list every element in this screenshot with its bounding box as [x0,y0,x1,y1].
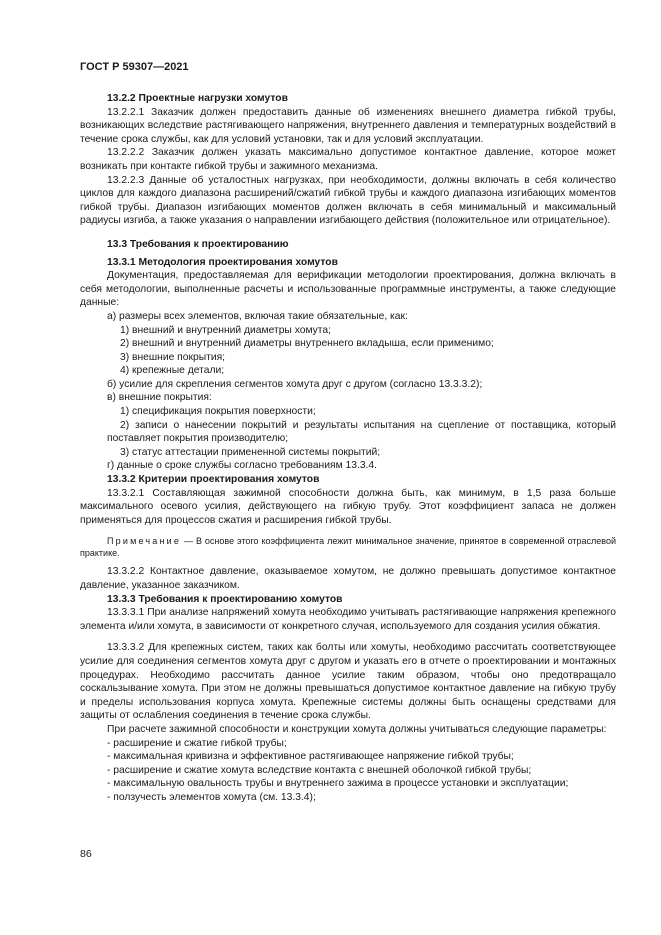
section-heading-13-3: 13.3 Требования к проектированию [107,238,289,250]
paragraph-13-3-3-1: 13.3.3.1 При анализе напряжений хомута необходимо учитывать растягивающие напряжения крепежного элемента и/или хомута, в зависимости от конкретного случая, используемого для создания усилия обжатия. [80,607,616,632]
list-item-g: г) данные о сроке службы согласно требованиям 13.3.4. [107,460,378,472]
list-item-v: в) внешние покрытия: [107,392,212,404]
paragraph-13-2-2-2: 13.2.2.2 Заказчик должен указать максимально допустимое контактное давление, которое может возникать при контакте гибкой трубы и зажимного механизма. [80,147,616,172]
paragraph-13-3-2-2: 13.3.2.2 Контактное давление, оказываемое хомутом, не должно превышать допустимое контактное давление, указанное заказчиком. [80,566,616,591]
heading-13-3-1: 13.3.1 Методология проектирования хомутов [107,256,338,268]
heading-13-3-2: 13.3.2 Критерии проектирования хомутов [107,474,320,486]
dash-item-2: - максимальная кривизна и эффективное растягивающее напряжение гибкой трубы; [107,751,514,763]
list-item-a-2: 2) внешний и внутренний диаметры внутреннего вкладыша, если применимо; [120,338,494,350]
paragraph-documentation: Документация, предоставляемая для верификации методологии проектирования, должна включать в себя методологии, выполненные расчеты и использованные программные инструменты, а также следующие данные: [80,270,616,309]
dash-item-4: - максимальную овальность трубы и внутреннего зажима в процессе установки и эксплуатации; [107,778,569,790]
list-item-v-1: 1) спецификация покрытия поверхности; [120,406,316,418]
page-header: ГОСТ Р 59307—2021 [80,61,189,73]
paragraph-13-3-3-2: 13.3.3.2 Для крепежных систем, таких как болты или хомуты, необходимо рассчитать соответствующее усилие для соединения сегментов хомута друг с другом и указать его в отчете о проектировании и монтажных процедурах. Необходимо рассчитать данное усилие таким образом, чтобы оно предотвращало соскальзывание хомута. При этом не должны превышаться допустимое контактное давление на гибкую трубу и пределы использования корпуса хомута. Крепежные системы должны быть оснащены средствами для защиты от ослабления соединения в течение срока службы. [80,642,616,722]
page-number: 86 [80,848,92,860]
note [80,535,616,559]
document-body [80,92,616,805]
dash-item-3: - расширение и сжатие хомута вследствие контакта с внешней оболочкой гибкой трубы; [107,764,532,776]
list-item-a: а) размеры всех элементов, включая такие обязательные, как: [107,310,408,322]
paragraph-13-3-2-1: 13.3.2.1 Составляющая зажимной способности должна быть, как минимум, в 1,5 раза больше максимального осевого усилия, действующего на гибкую трубу. Этот коэффициент запаса не должен применяться для процессов сжатия и расширения гибкой трубы. [80,487,616,526]
list-item-a-4: 4) крепежные детали; [120,365,225,377]
dash-item-5: - ползучесть элементов хомута (см. 13.3.4); [107,791,316,803]
list-item-a-1: 1) внешний и внутренний диаметры хомута; [120,324,331,336]
heading-13-3-3: 13.3.3 Требования к проектированию хомутов [107,593,343,605]
list-item-b: б) усилие для скрепления сегментов хомута друг с другом (согласно 13.3.3.2); [107,378,483,390]
list-item-v-3: 3) статус аттестации примененной системы покрытий; [120,446,381,458]
paragraph-13-2-2-3: 13.2.2.3 Данные об усталостных нагрузках, при необходимости, должны включать в себя количество циклов для каждого диапазона расширений/сжатий гибкой трубы и каждого диапазона изгибающих моментов гибкой трубы. Диапазон изгибающих моментов должен включать в себя минимальный и максимальный радиусы изгиба, а также указания о направлении изгибающего действия (положительное или отрицательное). [80,174,616,227]
heading-13-2-2: 13.2.2 Проектные нагрузки хомутов [107,93,288,104]
dash-item-1: - расширение и сжатие гибкой трубы; [107,737,287,749]
list-item-a-3: 3) внешние покрытия; [120,351,226,363]
list-item-v-2: 2) записи о нанесении покрытий и результаты испытания на сцепление от поставщика, который поставляет покрытия производителю; [107,419,616,445]
note-label: Примечание [107,536,182,547]
note-text: — В основе этого коэффициента лежит минимальное значение, принятое в современной отраслевой практике. [80,536,616,559]
paragraph-13-2-2-1: 13.2.2.1 Заказчик должен предоставить данные об изменениях внешнего диаметра гибкой трубы, возникающих вследствие растягивающего напряжения, внутреннего давления и температурных воздействий в течение срока службы, как для условий установки, так и для условий эксплуатации. [80,106,616,145]
paragraph-parameters-intro: При расчете зажимной способности и конструкции хомута должны учитываться следующие параметры: [107,723,607,735]
